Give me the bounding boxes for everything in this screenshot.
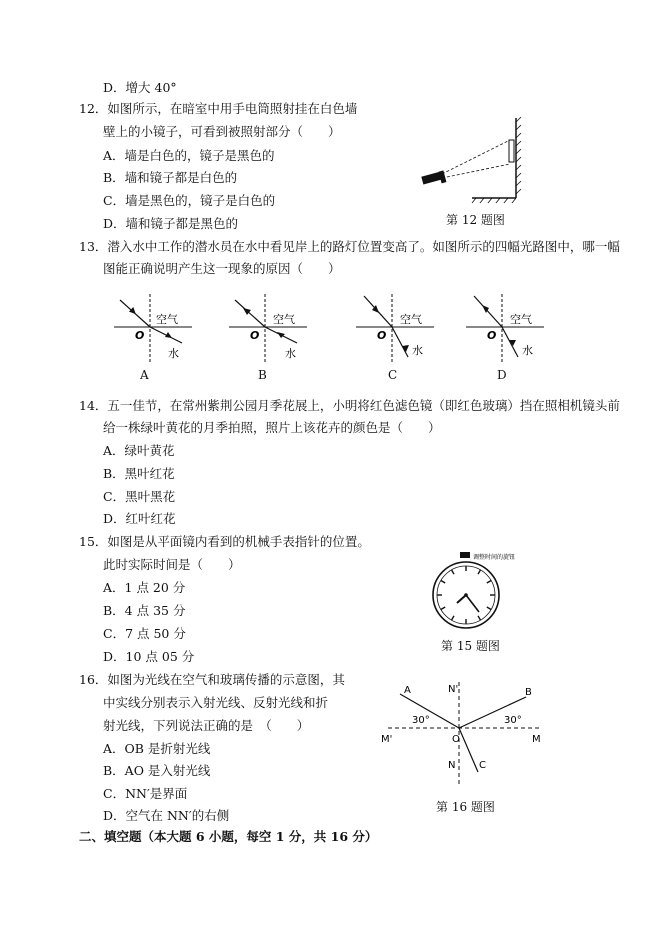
q15-option-d: D．10 点 05 分 [103,649,195,664]
angle-left-label: 30° [412,715,430,726]
water-label: 水 [412,344,423,357]
q16-caption: 第 16 题图 [436,800,495,814]
q11-option-d: D．增大 40° [103,80,177,95]
q13-stem-line1: 13．潜入水中工作的潜水员在水中看见岸上的路灯位置变高了。如图所示的四幅光路图中，哪一幅 [79,239,620,254]
q15-option-a: A．1 点 20 分 [103,580,186,595]
q12-caption: 第 12 题图 [446,213,505,227]
q13-figure-a [110,290,195,365]
water-label: 水 [522,344,533,357]
q16-option-b: B．AO 是入射光线 [103,763,211,778]
origin-label: O [487,329,497,342]
air-label: 空气 [400,313,422,326]
q12-option-c: C．墙是黑色的，镜子是白色的 [103,193,276,208]
q12-flashlight-figure [412,112,532,212]
q16-stem-line3: 射光线，下列说法正确的是 （ ） [103,718,310,733]
q12-stem-line1: 12．如图所示，在暗室中用手电筒照射挂在白色墙 [79,101,358,116]
q14-stem-line1: 14．五一佳节，在常州紫荆公园月季花展上，小明将红色滤色镜（即红色玻璃）挡在照相机镜头前 [79,398,620,413]
q13-figure-b [225,290,310,365]
q16-stem-line1: 16．如图为光线在空气和玻璃传播的示意图，其 [79,672,345,687]
q15-caption: 第 15 题图 [441,639,500,653]
q15-option-c: C．7 点 50 分 [103,626,186,641]
q14-option-c: C．黑叶黑花 [103,489,176,504]
q15-option-b: B．4 点 35 分 [103,603,186,618]
q16-option-a: A．OB 是折射光线 [103,741,211,756]
label-C: C [479,760,486,771]
air-label: 空气 [510,313,532,326]
q16-refraction-figure [376,676,551,796]
ray-OC [459,728,478,772]
q13-figure-d [462,290,547,365]
label-M-left: M' [381,734,393,745]
q14-stem-line2: 给一株绿叶黄花的月季拍照，照片上该花卉的颜色是（ ） [103,420,441,435]
q13-figure-c [352,290,437,365]
q12-option-a: A．墙是白色的，镜子是黑色的 [103,148,275,163]
origin-label: O [377,329,387,342]
q13-letter-a: A [140,368,149,382]
watch-knob [460,552,470,558]
q16-stem-line2: 中实线分别表示入射光线、反射光线和折 [103,695,329,710]
q13-stem-line2: 图能正确说明产生这一现象的原因（ ） [103,261,341,276]
label-B: B [525,687,532,698]
q15-watch-figure [430,548,550,634]
q15-stem-line1: 15．如图是从平面镜内看到的机械手表指针的位置。 [79,534,370,549]
air-label: 空气 [273,313,295,326]
q12-stem-line2: 壁上的小镜子，可看到被照射部分（ ） [103,124,341,139]
q14-option-d: D．红叶红花 [103,511,176,526]
q14-option-a: A．绿叶黄花 [103,443,175,458]
flashlight-icon [421,170,446,184]
watch-knob-label: 调整时间的旋钮 [473,554,516,561]
origin-label: O [135,329,145,342]
q12-option-b: B．墙和镜子都是白色的 [103,170,238,185]
q16-option-d: D．空气在 NN′的右侧 [103,808,230,823]
q13-letter-c: C [388,368,398,382]
water-label: 水 [168,347,179,360]
q15-stem-line2: 此时实际时间是（ ） [103,557,241,572]
q14-option-b: B．黑叶红花 [103,466,175,481]
label-M-right: M [532,734,541,745]
section2-title: 二、填空题（本大题 6 小题，每空 1 分，共 16 分） [79,829,378,844]
q16-option-c: C．NN′是界面 [103,786,188,801]
label-N-bottom: N [448,760,456,771]
q13-letter-b: B [258,368,267,382]
water-label: 水 [285,347,296,360]
origin-label: O [250,329,260,342]
q12-option-d: D．墙和镜子都是黑色的 [103,216,239,231]
label-A: A [404,685,411,696]
angle-right-label: 30° [504,715,522,726]
label-O: O [452,734,460,745]
label-N-top: N' [448,684,459,695]
air-label: 空气 [156,313,178,326]
q13-letter-d: D [497,368,507,382]
